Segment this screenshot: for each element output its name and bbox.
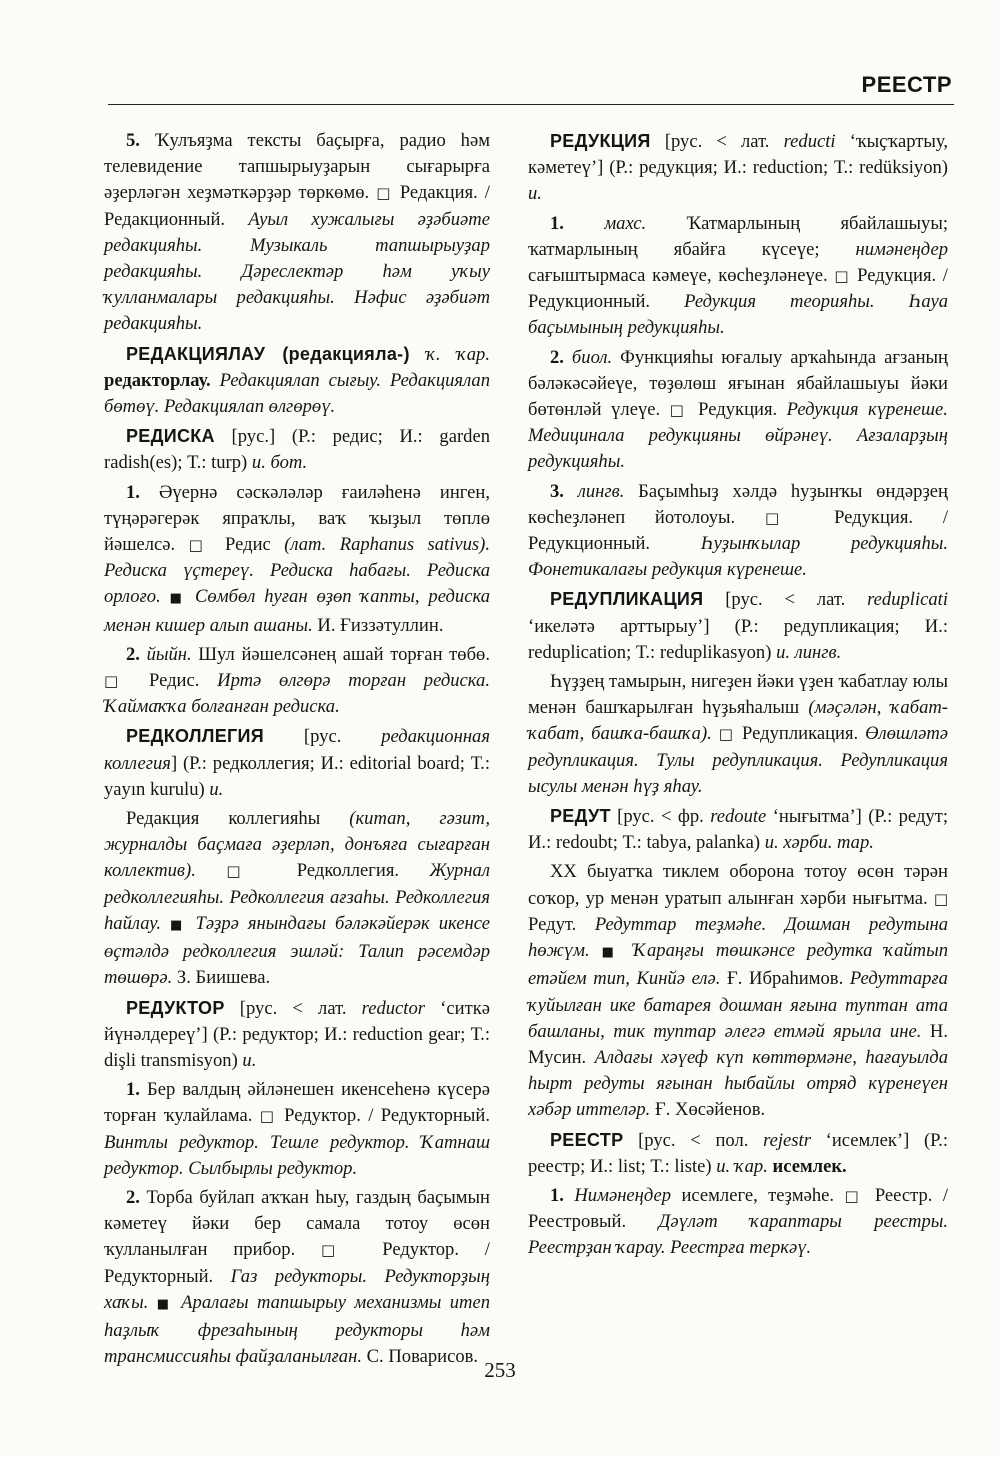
entry-reduktor: РЕДУКТОР [рус. < лат. reductor ‘ситкә йүнәлдереү’] (Р.: редуктор; И.: reduction gear; Т.: dişli transmisyon) и.	[104, 997, 490, 1071]
sense-5-redaktsiya: 5. Ҡулъяҙма тексты баҫырға, радио һәм телевидение тапшырыуҙарын сығарырға әҙерләгән хеҙмәткәрҙәр төркөмө. □ Редакция. / Редакционный. Ауыл хужалығы әҙәбиәте редакцияһы. Музыкаль тапшырыуҙар редакцияһы. Дәреслектәр һәм уҡыу ҡулланмалары редакцияһы. Нәфис әҙәбиәт редакцияһы.	[104, 130, 490, 335]
entry-reduktsiya-sense-3: 3. лингв. Баҫымһыҙ хәлдә һуҙынҡы өндәрҙең көсһеҙләнеп йотолоуы. □ Редукция. / Редукционный. Һуҙынҡылар редукцияһы. Фонетикалағы редукция күренеше.	[528, 480, 948, 581]
entry-reduplikatsiya: РЕДУПЛИКАЦИЯ [рус. < лат. reduplicati ‘икеләтә арттырыу’] (Р.: редупликация; И.: reduplication; Т.: reduplikasyon) и. лингв.	[528, 589, 948, 663]
page-number: 253	[484, 1358, 516, 1382]
header-rule	[108, 104, 954, 105]
entry-reestr-sense-1: 1. Нимәнеңдер исемлеге, теҙмәһе. □ Реестр. / Реестровый. Дәүләт ҡараптары реестры. Реестрҙан ҡарау. Реестрға теркәү.	[528, 1184, 949, 1259]
entry-reduplikatsiya-sense: Һүҙҙең тамырын, нигеҙен йәки үҙен ҡабатлау юлы менән башҡарылған һүҙьяһалыш (мәҫәлән, ҡабат-ҡабат, башҡа-башҡа). □ Редупликация. Өлөшләтә редупликация. Тулы редупликация. Редупликация ысулы менән һүҙ яһау.	[528, 671, 949, 797]
entry-reestr: РЕЕСТР [рус. < пол. rejestr ‘исемлек’] (Р.: реестр; И.: list; Т.: liste) и. ҡар. исемлек.	[528, 1129, 948, 1177]
headword: РЕДУПЛИКАЦИЯ	[550, 589, 704, 610]
headword: РЕДИСКА	[126, 426, 215, 447]
headword: РЕДКОЛЛЕГИЯ	[126, 726, 265, 747]
entry-reduktsiya-sense-2: 2. биол. Функцияһы юғалыу арҡаһында ағзаның бәләкәсәйеүе, төҙөлөш яғынан ябайлашыуы йәки бөтөнләй үлеүе. □ Редукция. Редукция күренеше. Медицинала редукцияны өйрәнеү. Ағзаларҙың редукцияһы.	[528, 346, 949, 473]
headword: РЕДУКТОР	[126, 997, 225, 1018]
left-column	[104, 128, 490, 1373]
headword: РЕЕСТР	[550, 1129, 624, 1150]
entry-redkollegiya-sense: Редакция коллегияһы (китап, гәзит, журналды баҫмаға әҙерләп, донъяға сығарған коллектив). □ Редколлегия. Журнал редколлегияһы. Редколлегия ағзаһы. Редколлегия һайлау. ■ Тәҙрә янындағы бәләкәйерәк икенсе өҫтәлдә редколлегия эшләй: Талип рәсемдәр төшөрә. З. Биишева.	[104, 808, 490, 989]
entry-redut: РЕДУТ [рус. < фр. redoute ‘нығытма’] (Р.: редут; И.: redoubt; Т.: tabya, palanka) и. хәрби. тар.	[528, 806, 948, 854]
headword: РЕДАКЦИЯЛАУ	[126, 343, 266, 364]
entry-rediska-sense-2: 2. йыйн. Шул йәшелсәнең ашай торған төбө. □ Редис. Иртә өлгөрә торған редиска. Ҡаймаҡҡа болғанған редиска.	[104, 643, 490, 718]
entry-reduktor-sense-2: 2. Торба буйлап аҡҡан һыу, газдың баҫымын кәметеү йәки бер самала тотоу өсөн ҡулланылған прибор. □ Редуктор. / Редукторный. Газ редукторы. Редукторҙың хаҡы. ■ Аралағы тапшырыу механизмы итеп һаҙлыҡ фрезаһының редукторы һәм трансмиссияһы файҙаланылған. С. Поварисов.	[104, 1186, 490, 1368]
right-column	[528, 128, 948, 1265]
entry-redut-sense: XX быуатҡа тиклем оборона тотоу өсөн тәрән соҡор, ур менән уратып алынған хәрби нығытма. □ Редут. Редуттар теҙмәһе. Дошман редутына һөжүм. ■ Ҡараңғы төшкәнсе редутка ҡайтып етәйем тип, Кинйә елә. Ғ. Ибраһимов. Редуттарға ҡуйылған ике батарея дошман яғына туптан ата башланы, тик туптар әлегә етмәй ярыла ине. Н. Мусин. Алдағы хәүеф күп көттөрмәне, һағауылда һырт редуты яғынан һыбайлы отряд күренеүен хәбәр иттеләр. Ғ. Хөсәйенов.	[528, 861, 948, 1121]
entry-reduktor-sense-1: 1. Бер валдың әйләнешен икенсеһенә күсерә торған ҡулайлама. □ Редуктор. / Редукторный. Винтлы редуктор. Тешле редуктор. Ҡатнаш редуктор. Сылбырлы редуктор.	[104, 1079, 490, 1179]
headword: РЕДУТ	[550, 806, 611, 827]
entry-redkollegiya: РЕДКОЛЛЕГИЯ [рус. редакционная коллегия] (Р.: редколлегия; И.: editorial board; Т.: yayın kurulu) и.	[104, 726, 490, 800]
running-head: РЕЕСТР	[861, 72, 952, 97]
entry-rediska: РЕДИСКА [рус.] (Р.: редис; И.: garden radish(es); Т.: turp) и. бот.	[104, 426, 490, 474]
entry-reduktsiya-sense-1: 1. махс. Ҡатмарлының ябайлашыуы; ҡатмарлының ябайға күсеүе; нимәнеңдер сағыштырмаса кәмеүе, көсһеҙләнеүе. □ Редукция. / Редукционный. Редукция теорияһы. Һауа баҫымының редукцияһы.	[528, 212, 949, 339]
entry-reduktsiya: РЕДУКЦИЯ [рус. < лат. reducti ‘ҡыҫҡартыу, кәметеү’] (Р.: редукция; И.: reduction; Т.: redüksiyon) и.	[528, 131, 948, 205]
headword: РЕДУКЦИЯ	[550, 131, 651, 151]
entry-redaktsiyalau: РЕДАКЦИЯЛАУ (редакцияла-) ҡ. ҡар. редакторлау. Редакциялап сығыу. Редакциялап бөтөү. Редакциялап өлгөрөү.	[104, 343, 490, 418]
entry-rediska-sense-1: 1. Әүернә сәскәләләр ғаиләһенә инген, түңәрәгерәк япраҡлы, ваҡ ҡыҙыл төплө йәшелсә. □ Редис (лат. Raphanus sativus). Редиска үҫтереү. Редиска һабағы. Редиска орлоғо. ■ Сөмбөл һуған өҙөп ҡапты, редиска менән кишер алып ашаны. И. Ғиззәтуллин.	[104, 481, 490, 636]
